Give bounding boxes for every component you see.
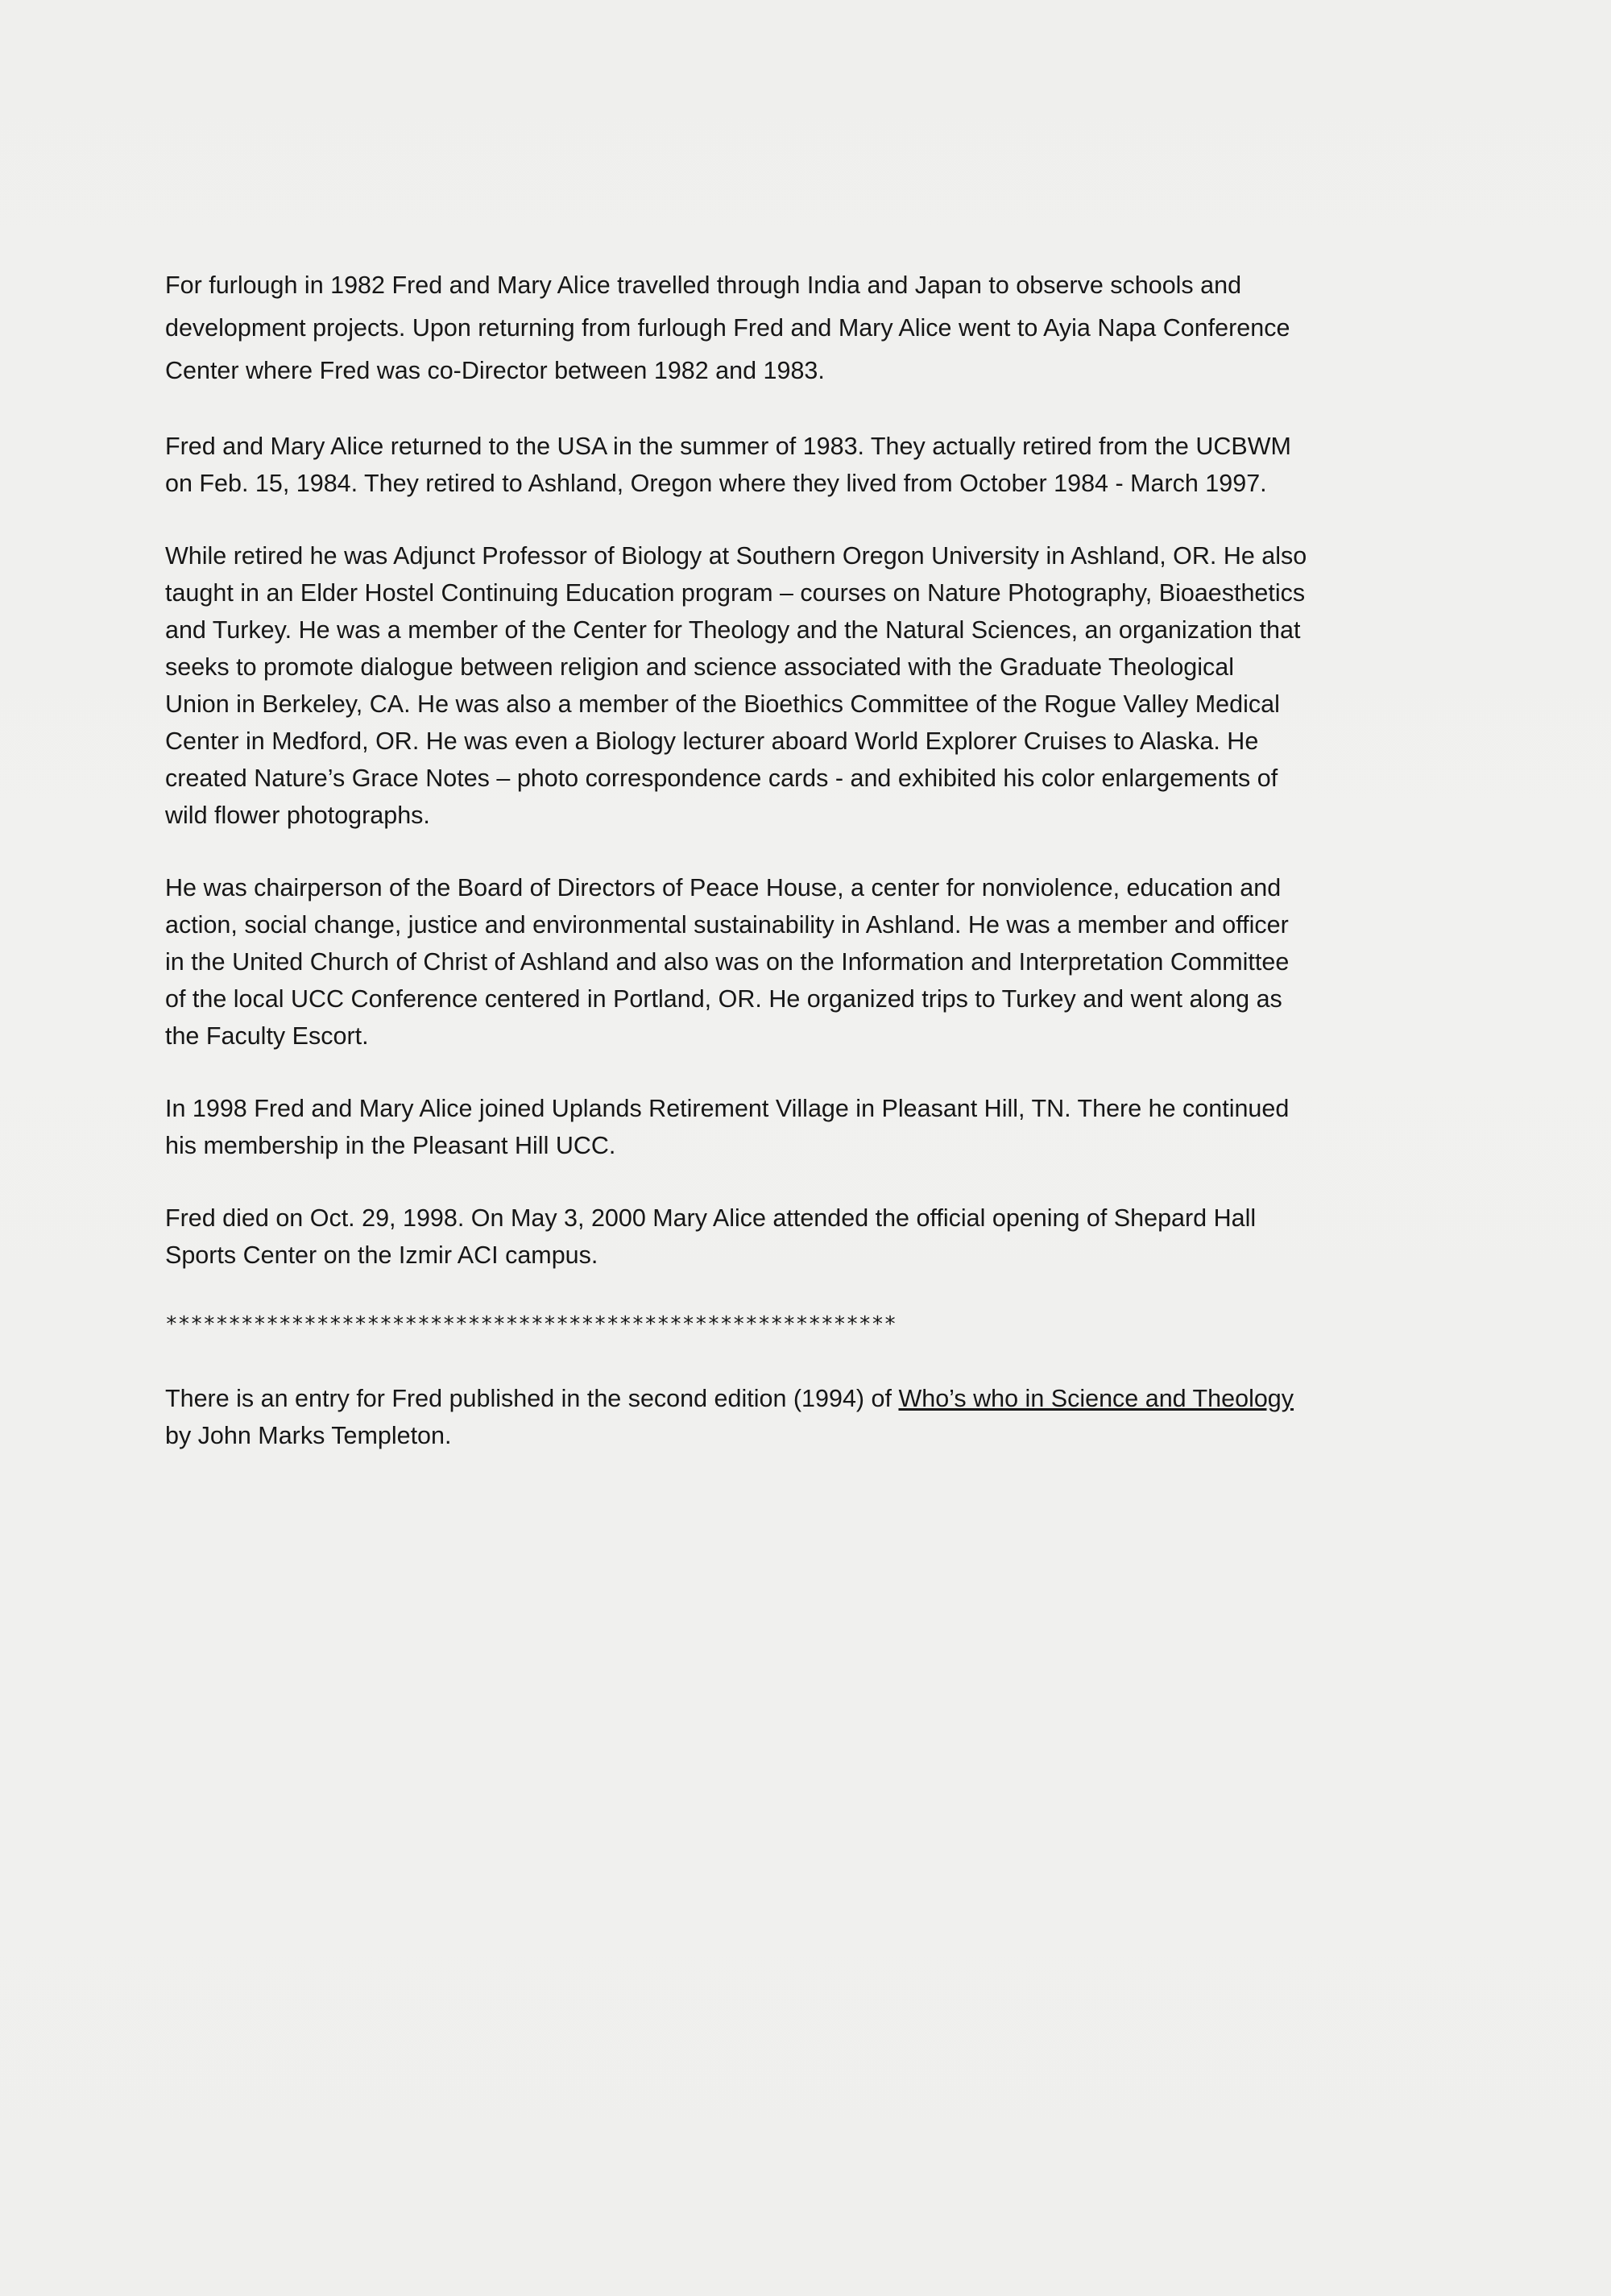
paragraph-death: Fred died on Oct. 29, 1998. On May 3, 2000 Mary Alice attended the official opening of Shepard Hall Sports Center on the Izmir ACI campus. [165, 1204, 1257, 1269]
paragraph-adjunct-professor: While retired he was Adjunct Professor of Biology at Southern Oregon University in Ashland, OR. He also taught in an Elder Hostel Continuing Education program – courses on Nature Photography, Bioaesthetics and Turkey. He was a member of the Center for Theology and the Natural Sciences, an organization that seeks to promote dialogue between religion and science associated with the Graduate Theological Union in Berkeley, CA. He was also a member of the Bioethics Committee of the Rogue Valley Medical Center in Medford, OR. He was even a Biology lecturer aboard World Explorer Cruises to Alaska. He created Nature’s Grace Notes – photo correspondence cards - and exhibited his color enlargements of wild flower photographs. [165, 542, 1307, 829]
closing-prefix: There is an entry for Fred published in the second edition (1994) of [165, 1385, 899, 1412]
paragraph-whos-who [165, 1380, 1454, 1454]
paragraph-uplands: In 1998 Fred and Mary Alice joined Uplands Retirement Village in Pleasant Hill, TN. There he continued his membership in the Pleasant Hill UCC. [165, 1095, 1290, 1159]
paragraph-peace-house: He was chairperson of the Board of Directors of Peace House, a center for nonviolence, education and action, social change, justice and environmental sustainability in Ashland. He was a member and officer in the United Church of Christ of Ashland and also was on the Information and Interpretation Committee of the local UCC Conference centered in Portland, OR. He organized trips to Turkey and went along as the Faculty Escort. [165, 874, 1290, 1050]
document-body [165, 264, 1454, 1490]
book-title: Who’s who in Science and Theology [898, 1385, 1294, 1412]
paragraph-retirement: Fred and Mary Alice returned to the USA in the summer of 1983. They actually retired from the UCBWM on Feb. 15, 1984. They retired to Ashland, Oregon where they lived from October 1984 - March 1997. [165, 433, 1291, 497]
asterisk-separator: ********************************************************** [165, 1312, 897, 1337]
paragraph-furlough: For furlough in 1982 Fred and Mary Alice travelled through India and Japan to observe schools and development projects. Upon returning from furlough Fred and Mary Alice went to Ayia Napa Conference Center where Fred was co-Director between 1982 and 1983. [165, 271, 1290, 384]
closing-suffix: by John Marks Templeton. [165, 1422, 452, 1449]
